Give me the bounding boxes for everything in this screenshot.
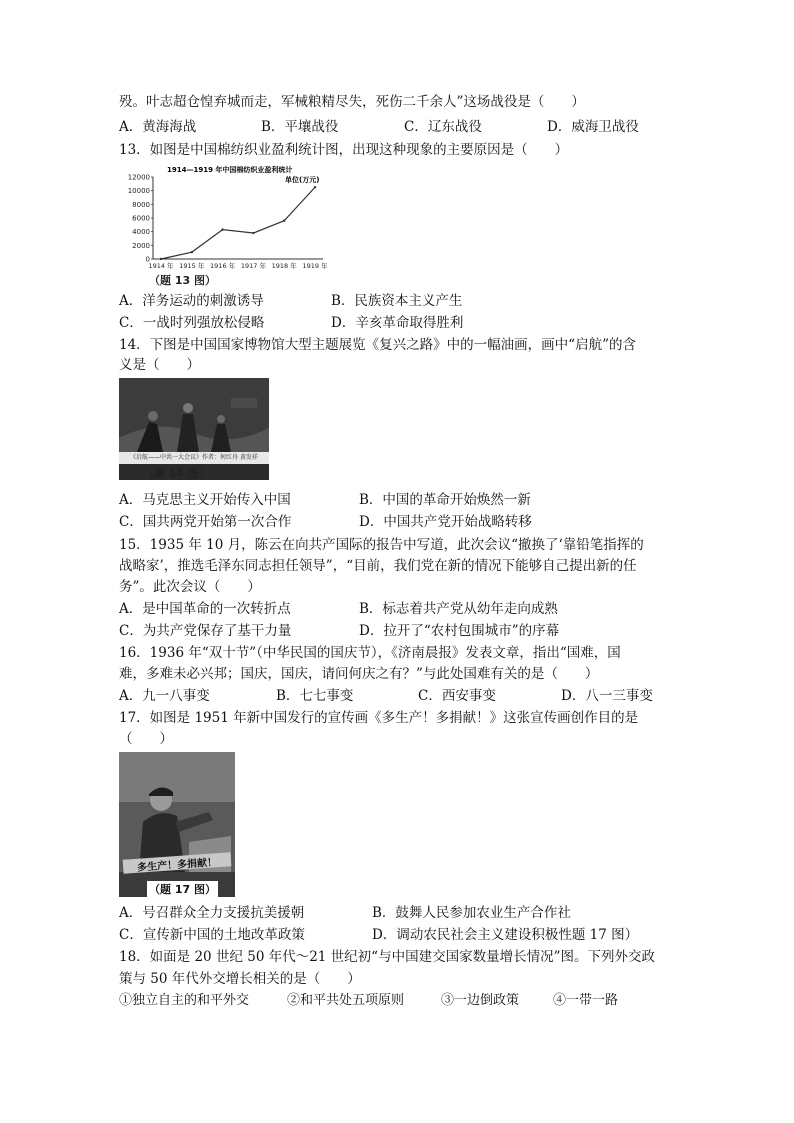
q16-option-d[interactable]: D．八一三事变 [561,688,653,704]
chart-y-tick-label: 6000 [132,214,150,223]
q16-option-a[interactable]: A．九一八事变 [119,688,210,704]
chart-x-ticks [148,261,328,270]
chart-x-tick-label: 1916 年 [210,262,236,270]
q17-option-d[interactable]: D．调动农民社会主义建设积极性题 17 图） [372,927,639,943]
q18-item-4[interactable]: ④一带一路 [553,993,619,1008]
q13-stem: 13．如图是中国棉纺织业盈利统计图，出现这种现象的主要原因是（ ） [119,142,569,158]
q14-option-b[interactable]: B．中国的革命开始焕然一新 [359,492,531,508]
q16-stem-line1: 16．1936 年“双十节”（中华民国的国庆节），《济南晨报》发表文章，指出“国难，国 [119,645,621,661]
chart-x-tick-label: 1919 年 [302,262,328,270]
q14-option-d[interactable]: D．中国共产党开始战略转移 [359,514,532,530]
cotton-profit-line-chart [119,163,331,287]
q15-option-d[interactable]: D．拉开了“农村包围城市”的序幕 [359,623,560,639]
chart-y-tick-label: 4000 [132,228,150,237]
fig14-caption: （题 14 图） [143,467,210,480]
q18-stem-line1: 18．如面是 20 世纪 50 年代～21 世纪初“与中国建交国家数量增长情况”图。下列外交政 [119,949,655,965]
fig17-caption: （题 17 图） [149,883,216,896]
chart-y-tick-label: 12000 [127,173,150,182]
chart-y-tick-label: 10000 [127,187,150,196]
chart-data-point [314,186,316,188]
chart-y-tick-label: 8000 [132,200,150,209]
q15-option-a[interactable]: A．是中国革命的一次转折点 [119,601,291,617]
q13-option-b[interactable]: B．民族资本主义产生 [331,293,463,309]
chart-axes [153,177,323,259]
chart-x-tick-label: 1917 年 [240,262,266,270]
q15-option-c[interactable]: C．为共产党保存了基干力量 [119,623,292,639]
chart-data-point [252,232,254,234]
q16-option-c[interactable]: C．西安事变 [418,688,496,704]
poster-illustration [119,752,235,897]
chart-data-point [283,220,285,222]
q15-option-b[interactable]: B．标志着共产党从幼年走向成熟 [359,601,558,617]
q13-option-a[interactable]: A．洋务运动的刺激诱导 [119,293,264,309]
chart-data-point [191,251,193,253]
chart-y-ticks [128,174,153,264]
chart-title: 1914—1919 年中国棉纺织业盈利统计 [167,166,293,174]
fig13-chart [119,163,331,287]
q15-stem-line2: 战略家’，推选毛泽东同志担任领导”，“目前，我们党在新的情况下能够自己提出新的任 [119,558,637,574]
q12-stem-tail: 殁。叶志超仓惶弃城而走，军械粮精尽失，死伤二千余人”这场战役是（ ） [119,94,585,110]
q17-option-c[interactable]: C．宣传新中国的土地改革政策 [119,927,305,943]
fig17-propaganda-poster [119,752,235,897]
q14-stem-line2: 义是（ ） [119,357,200,373]
chart-y-tick-label: 0 [145,255,150,264]
chart-y-tick-label: 2000 [132,241,150,250]
chart-x-tick-label: 1918 年 [271,262,297,270]
fig17-poster-slogan: 多生产！多捐献！ [136,857,218,874]
q16-stem-line2: 难，多难未必兴邦；国庆，国庆，请问何庆之有？”与此处国难有关的是（ ） [119,666,599,682]
chart-points [160,186,316,260]
q18-item-2[interactable]: ②和平共处五项原则 [287,993,405,1008]
chart-x-tick-label: 1915 年 [179,262,205,270]
q14-stem-line1: 14．下图是中国国家博物馆大型主题展览《复兴之路》中的一幅油画，画中“启航”的含 [119,337,636,353]
q12-option-c[interactable]: C．辽东战役 [404,119,482,135]
q18-item-1[interactable]: ①独立自主的和平外交 [119,993,250,1008]
q13-option-d[interactable]: D．辛亥革命取得胜利 [331,315,464,331]
chart-unit-label: 单位(万元) [285,176,320,184]
chart-data-point [160,258,162,260]
chart-x-tick-label: 1914 年 [148,262,174,270]
q15-stem-line3: 务”。此次会议（ ） [119,579,261,595]
fig13-caption: （题 13 图） [149,274,216,287]
chart-series-line [161,187,315,259]
q14-option-c[interactable]: C．国共两党开始第一次合作 [119,514,292,530]
q18-item-3[interactable]: ③一边倒政策 [441,993,520,1008]
q17-option-a[interactable]: A．号召群众全力支援抗美援朝 [119,905,305,921]
fig14-oil-painting [119,378,269,480]
q17-option-b[interactable]: B．鼓舞人民参加农业生产合作社 [372,905,571,921]
q17-stem-line1: 17．如图是 1951 年新中国发行的宣传画《多生产！多捐献！》这张宣传画创作目的是 [119,710,639,726]
q18-stem-line2: 策与 50 年代外交增长相关的是（ ） [119,971,361,987]
q13-option-c[interactable]: C．一战时列强放松侵略 [119,315,265,331]
q16-option-b[interactable]: B．七七事变 [276,688,354,704]
chart-data-point [221,228,223,230]
q12-option-d[interactable]: D．威海卫战役 [547,119,639,135]
fig14-painting-label: 《启航——中共一大会议》作者：何红舟 黄发祥 [119,452,269,464]
q14-option-a[interactable]: A．马克思主义开始传入中国 [119,492,291,508]
q17-stem-line2: （ ） [119,731,173,747]
q12-option-b[interactable]: B．平壤战役 [261,119,339,135]
q12-option-a[interactable]: A．黄海海战 [119,119,197,135]
q15-stem-line1: 15．1935 年 10 月，陈云在向共产国际的报告中写道，此次会议“撤换了‘靠铅笔指挥的 [119,537,644,553]
